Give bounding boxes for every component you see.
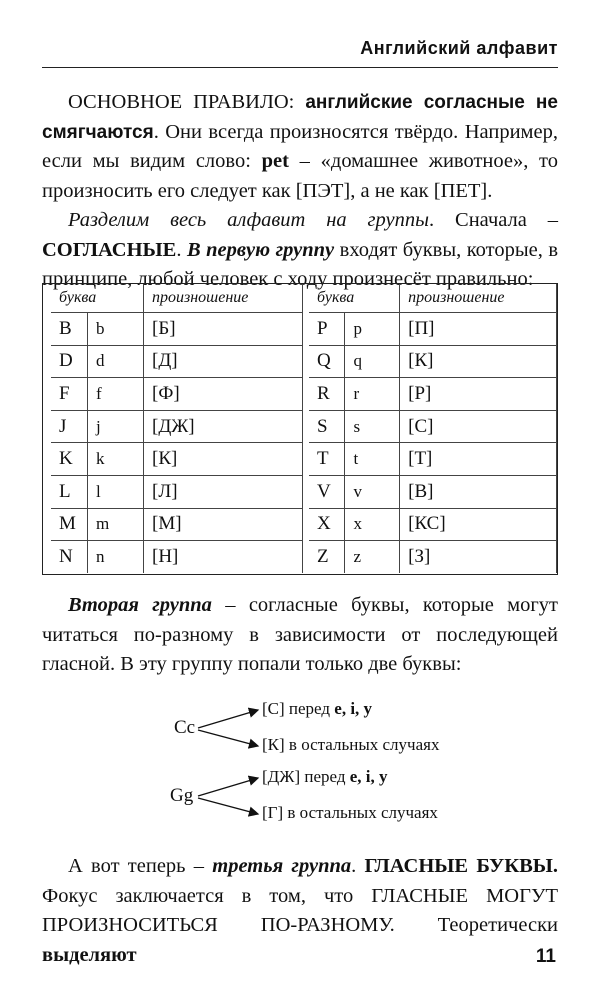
groups-dot: .	[176, 238, 187, 261]
c-arrow-down	[198, 730, 258, 746]
pronunciation: [КС]	[400, 508, 557, 541]
table-row	[51, 475, 303, 508]
table-row	[309, 313, 557, 346]
header-pronunciation: произношение	[144, 284, 303, 313]
intro-paragraph-1	[42, 88, 558, 206]
third-group-text: Фокус заключается в том, что ГЛАСНЫЕ МОГУТ ПРОИЗНОСИТЬСЯ ПО-РАЗНОМУ. Теоретически	[42, 884, 558, 936]
letter-lower: m	[88, 508, 144, 541]
letter-lower: z	[345, 541, 400, 573]
pronunciation: [Н]	[144, 541, 303, 573]
letter-lower: n	[88, 541, 144, 573]
g-branch-1-vowels: e, i, y	[349, 767, 388, 786]
table-row	[51, 541, 303, 573]
groups-mid: . Сначала –	[429, 209, 558, 231]
pronunciation: [Р]	[400, 378, 557, 411]
letter-lower: s	[345, 410, 400, 443]
table-row	[51, 345, 303, 378]
letter-upper: F	[51, 378, 88, 411]
g-arrow-down	[198, 798, 258, 814]
second-group-label: Вторая группа	[68, 594, 212, 616]
table-row	[51, 313, 303, 346]
letter-lower: d	[88, 345, 144, 378]
table-right-half	[309, 284, 557, 573]
third-group-paragraph	[42, 852, 558, 970]
intro-paragraph-2	[42, 206, 558, 295]
c-arrow-up	[198, 710, 258, 728]
letter-lower: r	[345, 378, 400, 411]
header-pronunciation: произношение	[400, 284, 557, 313]
letter-upper: T	[309, 443, 345, 476]
table-header-row	[51, 284, 303, 313]
first-group-label: В первую группу	[186, 238, 335, 261]
table-row	[309, 443, 557, 476]
pronunciation: [К]	[144, 443, 303, 476]
letter-upper: R	[309, 378, 345, 411]
letter-lower: j	[88, 410, 144, 443]
consonants-bold: СОГЛАСНЫЕ	[42, 238, 177, 261]
running-header: Английский алфавит	[360, 38, 558, 58]
table-header-row	[309, 284, 557, 313]
table-row	[309, 475, 557, 508]
third-group-dot: .	[351, 855, 365, 877]
letter-lower: v	[345, 475, 400, 508]
second-group-section	[42, 591, 558, 680]
third-group-section	[42, 852, 558, 970]
letter-lower: f	[88, 378, 144, 411]
third-group-tail: выделяют	[42, 943, 137, 966]
table-row	[309, 541, 557, 573]
pronunciation: [З]	[400, 541, 557, 573]
letter-lower: p	[345, 313, 400, 346]
pronunciation: [Л]	[144, 475, 303, 508]
letter-upper: S	[309, 410, 345, 443]
rule-lead: ОСНОВНОЕ ПРАВИЛО:	[68, 91, 306, 113]
letter-upper: Z	[309, 541, 345, 573]
letter-upper: B	[51, 313, 88, 346]
example-word: pet	[261, 150, 289, 172]
letter-upper: X	[309, 508, 345, 541]
table-row	[309, 345, 557, 378]
first-group-text: входят буквы, которые, в принципе, любой человек с ходу произнесёт правильно:	[42, 238, 559, 290]
letter-lower: b	[88, 313, 144, 346]
second-group-paragraph	[42, 591, 558, 680]
table-row	[309, 410, 557, 443]
table-row	[51, 378, 303, 411]
letter-lower: k	[88, 443, 144, 476]
rule-tail: – «домашнее животное», то произносить его следует как [ПЭТ], а не как [ПЕТ].	[42, 150, 558, 202]
intro-section	[42, 88, 558, 295]
letter-upper: M	[51, 508, 88, 541]
third-group-label: третья группа	[212, 855, 352, 877]
letter-lower: q	[345, 345, 400, 378]
table-left-half	[51, 284, 303, 573]
c-letters: Cc	[174, 717, 196, 738]
consonants-table	[42, 283, 558, 575]
pronunciation: [Т]	[400, 443, 557, 476]
rule-bold-text: английские согласные не смягчаются	[42, 92, 558, 143]
letter-lower: t	[345, 443, 400, 476]
header-divider	[42, 67, 558, 68]
table-row	[309, 378, 557, 411]
letter-upper: Q	[309, 345, 345, 378]
c-branch-1-text: [С] перед	[262, 699, 335, 718]
pronunciation: [С]	[400, 410, 557, 443]
letter-upper: N	[51, 541, 88, 573]
pronunciation: [К]	[400, 345, 557, 378]
page-number: 11	[535, 946, 556, 967]
g-letters: Gg	[170, 785, 194, 806]
letter-lower: l	[88, 475, 144, 508]
pronunciation: [М]	[144, 508, 303, 541]
second-group-text: – согласные буквы, которые могут читаться по-разному в зависимости от последующей гласной. В эту группу попали только две буквы:	[42, 594, 558, 675]
pronunciation: [П]	[400, 313, 557, 346]
letter-upper: V	[309, 475, 345, 508]
g-arrow-up	[198, 778, 258, 796]
header-letter: буква	[309, 284, 400, 313]
pronunciation: [Б]	[144, 313, 303, 346]
third-group-lead: А вот теперь –	[68, 855, 213, 877]
table-row	[51, 410, 303, 443]
g-branch-1	[262, 767, 388, 787]
letter-upper: J	[51, 410, 88, 443]
letter-lower: x	[345, 508, 400, 541]
c-branch-1-vowels: e, i, y	[334, 699, 373, 718]
cg-diagram	[160, 690, 480, 830]
table-row	[51, 443, 303, 476]
pronunciation: [Д]	[144, 345, 303, 378]
letter-upper: K	[51, 443, 88, 476]
vowels-heading: ГЛАСНЫЕ БУКВЫ.	[364, 855, 559, 877]
pronunciation: [В]	[400, 475, 557, 508]
pronunciation: [Ф]	[144, 378, 303, 411]
groups-italic: Разделим весь алфавит на группы	[68, 209, 429, 231]
g-branch-1-text: [ДЖ] перед	[262, 767, 350, 786]
letter-upper: P	[309, 313, 345, 346]
rule-text: . Они всегда произносятся твёрдо. Например, если мы видим слово:	[42, 120, 558, 172]
header-letter: буква	[51, 284, 144, 313]
letter-upper: D	[51, 345, 88, 378]
c-branch-2: [К] в остальных случаях	[262, 735, 440, 754]
table-row	[309, 508, 557, 541]
letter-upper: L	[51, 475, 88, 508]
table-row	[51, 508, 303, 541]
g-branch-2: [Г] в остальных случаях	[262, 803, 438, 822]
pronunciation: [ДЖ]	[144, 410, 303, 443]
c-branch-1	[262, 699, 372, 719]
